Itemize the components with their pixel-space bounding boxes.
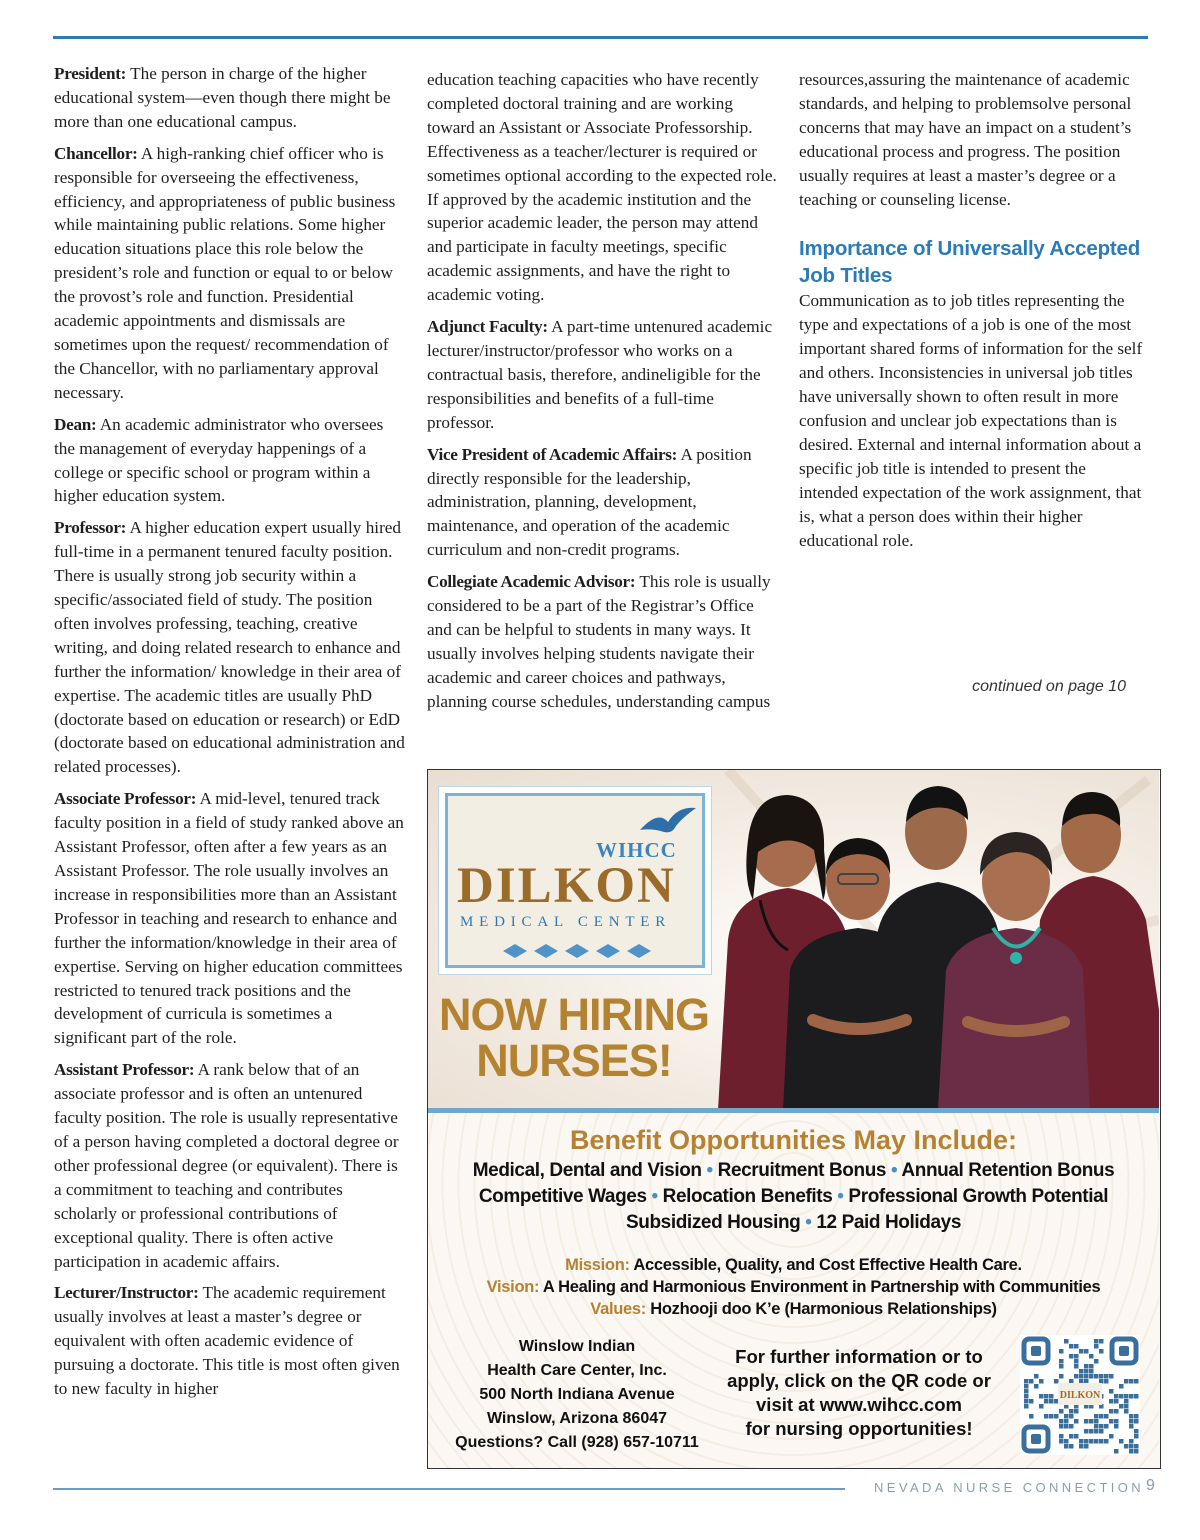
qr-module xyxy=(1064,1414,1069,1419)
qr-module xyxy=(1104,1374,1109,1379)
qr-module xyxy=(1059,1439,1064,1444)
benefit-item: Competitive Wages xyxy=(478,1186,647,1207)
qr-module xyxy=(1119,1439,1124,1444)
definition-text: An academic administrator who oversees the management of everyday happenings of a college or specific school or program within a higher education system. xyxy=(54,414,384,506)
qr-module xyxy=(1084,1369,1089,1374)
qr-module xyxy=(1099,1339,1104,1344)
qr-module xyxy=(1114,1399,1119,1404)
definition-text: A higher education expert usually hired full-time in a permanent tenured faculty position. There is usually strong job security within a specific/associated field of study. The position often involves professing, teaching, creative writing, and doing related research to enhance and further the information/ knowledge in their area of expertise. The academic titles are usually PhD (doctorate based on education or research) or EdD (doctorate based on educational administration and related processes). xyxy=(54,518,405,777)
section-heading: Importance of Universally Accepted Job Titles xyxy=(799,237,1141,288)
definition-term: Lecturer/Instructor: xyxy=(54,1283,199,1303)
qr-module xyxy=(1069,1414,1074,1419)
definition-term: Assistant Professor: xyxy=(54,1060,195,1080)
qr-module xyxy=(1079,1369,1084,1374)
definition-term: Adjunct Faculty: xyxy=(427,317,548,337)
column-2 xyxy=(427,68,779,722)
qr-module xyxy=(1034,1384,1039,1389)
qr-module xyxy=(1094,1374,1099,1379)
qr-module xyxy=(1114,1449,1119,1454)
qr-module xyxy=(1129,1379,1134,1384)
qr-module xyxy=(1129,1414,1134,1419)
bullet-separator: • xyxy=(832,1186,849,1207)
now-hiring-headline xyxy=(428,989,720,1086)
qr-module xyxy=(1089,1419,1094,1424)
qr-module xyxy=(1049,1414,1054,1419)
mission-text: Accessible, Quality, and Cost Effective Health Care. xyxy=(629,1256,1022,1274)
col3-intro: resources,assuring the maintenance of academic standards, and helping to problemsolve personal concerns that may have an impact on a student’s educational process and progress. The position usually requires at least a master’s degree or a teaching or counseling license. xyxy=(799,70,1132,209)
qr-module xyxy=(1094,1359,1099,1364)
definition-text: A mid-level, tenured track faculty position in a field of study ranked above an Assistant Professor, often after a few years as an Assistant Professor. The role usually involves an increase in responsibilities more than an Assistant Professor in teaching and research to enhance and further the information/knowledge in their area of expertise. Serving on higher education committees restricted to tenured track positions and the development of curricula is sometimes a significant part of the role. xyxy=(54,789,404,1048)
qr-module xyxy=(1029,1414,1034,1419)
qr-module xyxy=(1079,1439,1084,1444)
benefit-item: Professional Growth Potential xyxy=(848,1186,1109,1207)
qr-module xyxy=(1059,1364,1064,1369)
mission-label: Mission: xyxy=(565,1256,630,1274)
qr-module xyxy=(1134,1429,1139,1434)
qr-module xyxy=(1024,1389,1029,1394)
qr-module xyxy=(1094,1339,1099,1344)
qr-module xyxy=(1054,1414,1059,1419)
address-block xyxy=(442,1335,712,1455)
qr-module xyxy=(1084,1419,1089,1424)
definition-entry xyxy=(54,787,406,1050)
qr-module xyxy=(1104,1424,1109,1429)
qr-module xyxy=(1124,1399,1129,1404)
qr-module xyxy=(1099,1429,1104,1434)
qr-module xyxy=(1049,1394,1054,1399)
definition-term: Vice President of Academic Affairs: xyxy=(427,444,678,464)
qr-module xyxy=(1064,1339,1069,1344)
definition-text: A part-time untenured academic lecturer/instructor/professor who works on a contractual basis, therefore, andineligible for the responsibilities and benefits of a full-time professor. xyxy=(427,317,773,432)
qr-module xyxy=(1044,1394,1049,1399)
qr-module xyxy=(1109,1434,1114,1439)
bullet-separator: • xyxy=(800,1212,817,1233)
vision-label: Vision: xyxy=(486,1278,540,1296)
qr-module xyxy=(1099,1379,1104,1384)
qr-module xyxy=(1124,1409,1129,1414)
address-line: Winslow Indian xyxy=(518,1338,636,1355)
qr-module xyxy=(1079,1444,1084,1449)
qr-module xyxy=(1074,1364,1079,1369)
website-link[interactable]: visit at www.wihcc.com xyxy=(756,1394,962,1415)
advertisement[interactable] xyxy=(427,769,1161,1469)
qr-module xyxy=(1124,1394,1129,1399)
definition-term: Associate Professor: xyxy=(54,789,197,809)
qr-module xyxy=(1064,1419,1069,1424)
qr-module xyxy=(1039,1404,1044,1409)
qr-module xyxy=(1124,1404,1129,1409)
col3-body: Communication as to job titles representing the type and expectations of a job is one of the most important shared forms of information for the self and others. Inconsistencies in universal job titles have universally shown to often result in more confusion and unclear job expectations than is desired. External and internal information about a specific job title is intended to present the intended expectation of the work assignment, that is, what a person does within their higher educational role. xyxy=(799,291,1143,550)
qr-module xyxy=(1024,1384,1029,1389)
ad-body xyxy=(428,1113,1159,1468)
definition-text: A high-ranking chief officer who is responsible for overseeing the effectiveness, efficiency, and appropriateness of public business while maintaining public relations. Some higher education situations place this role below the president’s role and function or equal to or below the provost’s role and function. Presidential academic appointments and dismissals are sometimes upon the request/ recommendation of the Chancellor, with no parliamentary approval necessary. xyxy=(54,143,396,402)
qr-module xyxy=(1074,1359,1079,1364)
qr-module xyxy=(1054,1379,1059,1384)
qr-module xyxy=(1119,1384,1124,1389)
qr-module xyxy=(1099,1439,1104,1444)
logo-medical-center: MEDICAL CENTER xyxy=(460,914,672,930)
qr-module xyxy=(1109,1374,1114,1379)
qr-module xyxy=(1024,1394,1029,1399)
top-rule xyxy=(53,36,1148,39)
qr-module xyxy=(1059,1424,1064,1429)
col2-intro: education teaching capacities who have recently completed doctoral training and are working toward an Assistant or Associate Professorship. Effectiveness as a teacher/lecturer is required or sometimes optional according to the expected role. If approved by the academic institution and the superior academic leader, the person may attend and participate in faculty meetings, specific academic assignments, and have the right to academic voting. xyxy=(427,70,777,305)
definition-entry xyxy=(54,1058,406,1273)
values-line xyxy=(428,1300,1159,1319)
qr-module xyxy=(1089,1439,1094,1444)
qr-module xyxy=(1059,1409,1064,1414)
address-line: 500 North Indiana Avenue xyxy=(479,1386,675,1403)
qr-module xyxy=(1074,1354,1079,1359)
qr-module xyxy=(1114,1409,1119,1414)
benefit-line xyxy=(428,1186,1159,1208)
qr-module xyxy=(1109,1389,1114,1394)
qr-module xyxy=(1079,1379,1084,1384)
column-1 xyxy=(54,62,406,1409)
benefit-line xyxy=(428,1212,1159,1234)
qr-module xyxy=(1074,1409,1079,1414)
definition-text: A position directly responsible for the leadership, administration, planning, development, maintenance, and operation of the academic curriculum and non-credit programs. xyxy=(427,444,752,560)
definition-term: President: xyxy=(54,64,127,83)
qr-module xyxy=(1099,1414,1104,1419)
qr-module xyxy=(1094,1419,1099,1424)
qr-module xyxy=(1084,1439,1089,1444)
qr-module xyxy=(1094,1414,1099,1419)
logo-wihcc: WIHCC xyxy=(596,838,677,862)
info-line: for nursing opportunities! xyxy=(745,1418,973,1439)
continued-note: continued on page 10 xyxy=(972,678,1126,695)
qr-module xyxy=(1074,1374,1079,1379)
definition-entry xyxy=(54,1281,406,1401)
qr-module xyxy=(1134,1414,1139,1419)
qr-module xyxy=(1119,1394,1124,1399)
qr-code[interactable] xyxy=(1020,1335,1140,1455)
qr-module xyxy=(1064,1444,1069,1449)
definition-term: Dean: xyxy=(54,414,97,434)
qr-module xyxy=(1059,1349,1064,1354)
info-line: apply, click on the QR code or xyxy=(727,1370,991,1391)
qr-module xyxy=(1094,1424,1099,1429)
address-line: Health Care Center, Inc. xyxy=(487,1362,667,1379)
benefit-item: Annual Retention Bonus xyxy=(901,1160,1115,1181)
qr-module xyxy=(1084,1374,1089,1379)
definition-entry xyxy=(54,142,406,405)
hiring-line-2: NURSES! xyxy=(476,1035,672,1086)
qr-module xyxy=(1094,1429,1099,1434)
qr-label: DILKON xyxy=(1059,1390,1101,1401)
qr-module xyxy=(1134,1449,1139,1454)
qr-module xyxy=(1099,1374,1104,1379)
qr-module xyxy=(1109,1419,1114,1424)
qr-module xyxy=(1059,1359,1064,1364)
qr-module xyxy=(1134,1379,1139,1384)
qr-module xyxy=(1079,1349,1084,1354)
definition-text: A rank below that of an associate professor and is often an untenured faculty position. The role is usually representative of a person having completed a doctoral degree or other professional degree (or equivalent). There is a commitment to teaching and contributes scholarly or professional contributions of exceptional quality. There is often active participation in academic affairs. xyxy=(54,1060,399,1271)
vision-line xyxy=(428,1278,1159,1297)
qr-module xyxy=(1129,1424,1134,1429)
definition-text: The person in charge of the higher educational system—even though there might be more than one educational campus. xyxy=(54,64,391,131)
qr-module xyxy=(1089,1354,1094,1359)
qr-module xyxy=(1054,1399,1059,1404)
qr-module xyxy=(1129,1449,1134,1454)
qr-module xyxy=(1044,1399,1049,1404)
footer-publication: NEVADA NURSE CONNECTION xyxy=(874,1480,1145,1495)
benefit-item: Subsidized Housing xyxy=(626,1212,801,1233)
info-block xyxy=(724,1345,994,1441)
info-line: For further information or to xyxy=(735,1346,983,1367)
qr-module xyxy=(1129,1439,1134,1444)
page-number: 9 xyxy=(1146,1477,1155,1494)
qr-module xyxy=(1034,1374,1039,1379)
qr-module xyxy=(1059,1419,1064,1424)
benefit-item: 12 Paid Holidays xyxy=(816,1212,961,1233)
qr-module xyxy=(1074,1344,1079,1349)
qr-module xyxy=(1049,1399,1054,1404)
qr-module xyxy=(1134,1434,1139,1439)
qr-module xyxy=(1129,1444,1134,1449)
qr-module xyxy=(1099,1424,1104,1429)
qr-module xyxy=(1089,1374,1094,1379)
definition-entry xyxy=(54,62,406,134)
qr-module xyxy=(1024,1379,1029,1384)
definition-text: This role is usually considered to be a part of the Registrar’s Office and can be helpful to students in many ways. It usually involves helping students navigate their academic and career choices and pathways, planning course schedules, understanding campus xyxy=(427,572,771,711)
bullet-separator: • xyxy=(701,1160,718,1181)
qr-module xyxy=(1084,1444,1089,1449)
values-label: Values: xyxy=(590,1300,646,1318)
qr-module xyxy=(1084,1349,1089,1354)
qr-module xyxy=(1024,1399,1029,1404)
qr-module xyxy=(1094,1439,1099,1444)
address-line: Winslow, Arizona 86047 xyxy=(486,1410,668,1427)
qr-module xyxy=(1114,1419,1119,1424)
qr-module xyxy=(1104,1439,1109,1444)
qr-module xyxy=(1109,1409,1114,1414)
qr-module xyxy=(1134,1419,1139,1424)
qr-module xyxy=(1084,1379,1089,1384)
qr-module xyxy=(1039,1394,1044,1399)
definition-entry xyxy=(54,516,406,779)
qr-module xyxy=(1104,1379,1109,1384)
qr-module xyxy=(1059,1374,1064,1379)
qr-module xyxy=(1084,1429,1089,1434)
hiring-line-1: NOW HIRING xyxy=(439,989,709,1040)
qr-module xyxy=(1059,1434,1064,1439)
qr-module xyxy=(1089,1429,1094,1434)
qr-module xyxy=(1129,1394,1134,1399)
qr-module xyxy=(1029,1379,1034,1384)
definition-entry xyxy=(427,443,779,563)
qr-module xyxy=(1044,1414,1049,1419)
qr-module xyxy=(1084,1364,1089,1369)
benefit-title: Benefit Opportunities May Include: xyxy=(569,1125,1018,1155)
footer-rule xyxy=(53,1488,845,1490)
staff-photo xyxy=(428,770,1159,1110)
qr-module xyxy=(1069,1379,1074,1384)
qr-module xyxy=(1124,1379,1129,1384)
qr-module xyxy=(1024,1404,1029,1409)
qr-module xyxy=(1114,1394,1119,1399)
qr-module xyxy=(1099,1349,1104,1354)
definition-entry xyxy=(54,413,406,509)
vision-text: A Healing and Harmonious Environment in Partnership with Communities xyxy=(539,1278,1101,1296)
definition-text: The academic requirement usually involves at least a master’s degree or equivalent with often academic evidence of pursuing a doctorate. This title is most often given to new faculty in higher xyxy=(54,1283,400,1399)
qr-module xyxy=(1129,1419,1134,1424)
definition-entry xyxy=(427,570,779,713)
qr-module xyxy=(1094,1344,1099,1349)
benefit-item: Recruitment Bonus xyxy=(717,1160,887,1181)
qr-module xyxy=(1069,1344,1074,1349)
logo-dilkon: DILKON xyxy=(457,858,676,914)
column-3 xyxy=(799,68,1149,560)
qr-module xyxy=(1119,1404,1124,1409)
benefit-item: Relocation Benefits xyxy=(662,1186,833,1207)
bullet-separator: • xyxy=(886,1160,902,1181)
qr-module xyxy=(1114,1424,1119,1429)
definition-term: Chancellor: xyxy=(54,143,138,163)
bullet-separator: • xyxy=(646,1186,663,1207)
qr-module xyxy=(1069,1424,1074,1429)
qr-module xyxy=(1069,1354,1074,1359)
qr-module xyxy=(1069,1409,1074,1414)
dilkon-logo xyxy=(445,793,705,968)
definition-term: Professor: xyxy=(54,518,127,538)
benefit-line xyxy=(428,1160,1159,1182)
definition-entry xyxy=(427,315,779,435)
phone-line[interactable]: Questions? Call (928) 657-10711 xyxy=(455,1434,699,1451)
mission-line xyxy=(428,1256,1159,1275)
qr-module xyxy=(1074,1434,1079,1439)
qr-module xyxy=(1074,1419,1079,1424)
qr-module xyxy=(1064,1424,1069,1429)
qr-code-icon xyxy=(1020,1335,1140,1455)
values-text: Hozhooji doo K’e (Harmonious Relationships) xyxy=(645,1300,997,1318)
benefit-item: Medical, Dental and Vision xyxy=(472,1160,702,1181)
qr-module xyxy=(1029,1399,1034,1404)
qr-module xyxy=(1124,1444,1129,1449)
diamond-pattern-icon xyxy=(503,944,653,958)
qr-module xyxy=(1089,1369,1094,1374)
definition-term: Collegiate Academic Advisor: xyxy=(427,572,636,592)
qr-module xyxy=(1064,1439,1069,1444)
qr-module xyxy=(1069,1444,1074,1449)
qr-module xyxy=(1079,1374,1084,1379)
qr-module xyxy=(1134,1444,1139,1449)
qr-module xyxy=(1109,1399,1114,1404)
qr-module xyxy=(1039,1379,1044,1384)
qr-module xyxy=(1089,1364,1094,1369)
qr-module xyxy=(1134,1394,1139,1399)
qr-module xyxy=(1104,1414,1109,1419)
qr-module xyxy=(1069,1434,1074,1439)
